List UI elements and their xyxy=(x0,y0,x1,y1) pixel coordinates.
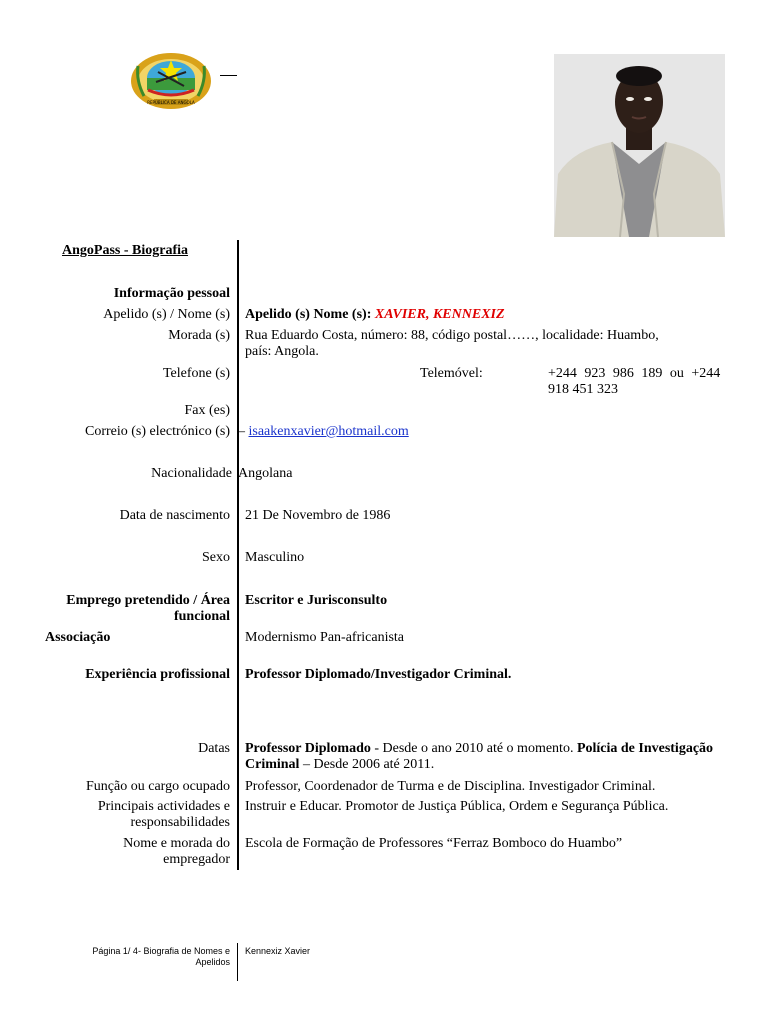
experience-summary: Professor Diplomado/Investigador Criminal. xyxy=(245,667,512,682)
name-value: XAVIER, KENNEXIZ xyxy=(374,307,505,322)
birthdate-label: Data de nascimento xyxy=(119,508,230,523)
email-dash: – xyxy=(238,424,245,439)
role-value: Professor, Coordenador de Turma e de Disciplina. Investigador Criminal. xyxy=(245,779,656,794)
dates-role-2: Polícia de Investigação Criminal xyxy=(245,741,714,772)
dates-value xyxy=(245,741,733,773)
email-label: Correio (s) electrónico (s) xyxy=(85,424,230,439)
activities-value: Instruir e Educar. Promotor de Justiça Pública, Ordem e Segurança Pública. xyxy=(245,799,669,814)
address-line-1: Rua Eduardo Costa, número: 88, código postal……, localidade: Huambo, xyxy=(245,328,659,343)
role-label: Função ou cargo ocupado xyxy=(86,779,230,794)
footer-page-info xyxy=(92,946,230,968)
activities-label-2: responsabilidades xyxy=(130,815,230,830)
mobile-line-2: 918 451 323 xyxy=(548,382,618,397)
desired-job-value: Escritor e Jurisconsulto xyxy=(245,593,388,608)
desired-job-label-1: Emprego pretendido / Área xyxy=(66,593,230,608)
desired-job-label-2: funcional xyxy=(173,609,230,624)
footer-left-line-1: Página 1/ 4- Biografia de Nomes e xyxy=(92,946,230,956)
column-divider xyxy=(237,240,239,870)
dates-label: Datas xyxy=(198,741,230,756)
personal-info-heading: Informação pessoal xyxy=(113,286,230,301)
email-row xyxy=(238,424,409,440)
profile-photo xyxy=(554,54,725,237)
dates-role-1: Professor Diplomado xyxy=(245,741,371,756)
emblem-text: REPÚBLICA DE ANGOLA xyxy=(147,100,195,105)
phone-label: Telefone (s) xyxy=(162,366,230,381)
header-dash xyxy=(220,75,237,76)
experience-heading: Experiência profissional xyxy=(85,667,230,682)
sex-label: Sexo xyxy=(202,550,230,565)
employer-label-1: Nome e morada do xyxy=(123,836,230,851)
nationality-value: Angolana xyxy=(238,466,293,481)
employer-value: Escola de Formação de Professores “Ferraz Bomboco do Huambo” xyxy=(245,836,623,851)
dates-period-2: – Desde 2006 até 2011. xyxy=(299,757,435,772)
birthdate-value: 21 De Novembro de 1986 xyxy=(245,508,391,523)
association-label: Associação xyxy=(45,630,111,645)
document-title: AngoPass - Biografia xyxy=(62,243,188,258)
address-label: Morada (s) xyxy=(168,328,230,343)
name-value-row xyxy=(245,307,733,323)
fax-label: Fax (es) xyxy=(184,403,230,418)
address-line-2: país: Angola. xyxy=(245,344,319,359)
mobile-label: Telemóvel: xyxy=(420,366,483,381)
nationality-label: Nacionalidade xyxy=(151,466,232,481)
activities-label-1: Principais actividades e xyxy=(97,799,230,814)
sex-value: Masculino xyxy=(245,550,305,565)
mobile-line-1: +244 923 986 189 ou +244 xyxy=(548,366,721,381)
footer-author: Kennexiz Xavier xyxy=(245,946,311,956)
email-link[interactable]: isaakenxavier@hotmail.com xyxy=(248,424,409,439)
footer-left-line-2: Apelidos xyxy=(195,957,230,967)
angola-emblem xyxy=(130,52,212,110)
employer-label-2: empregador xyxy=(163,852,230,867)
footer-divider xyxy=(237,943,238,981)
dates-period-1: - Desde o ano 2010 até o momento. xyxy=(370,741,577,756)
association-value: Modernismo Pan-africanista xyxy=(245,630,405,645)
name-prefix: Apelido (s) Nome (s): xyxy=(245,307,372,322)
name-label: Apelido (s) / Nome (s) xyxy=(103,307,230,322)
